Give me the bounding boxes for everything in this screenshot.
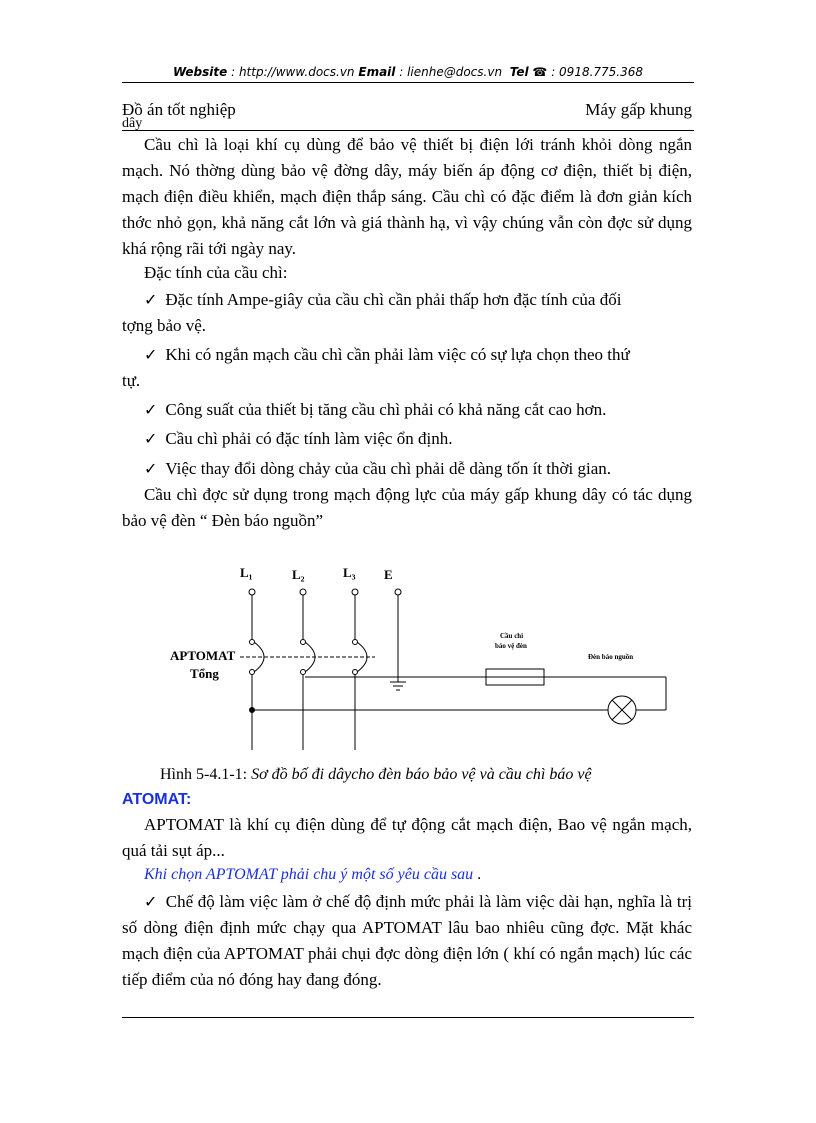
label-l2: L₂	[292, 567, 305, 582]
feature-1-cont: tợng bảo vệ.	[122, 316, 207, 335]
feature-4	[122, 426, 692, 452]
label-e: E	[384, 567, 393, 582]
website-label: Website	[172, 65, 228, 79]
requirement-title	[144, 862, 714, 888]
doc-title-left: Đồ án tốt nghiệp	[122, 100, 236, 119]
label-l3: L₃	[343, 565, 356, 580]
phone-icon: ☎	[532, 65, 548, 79]
caption-text: Sơ đồ bố đi dâycho đèn báo bảo vệ và cầu chì báo vệ	[251, 766, 592, 783]
check-icon: ✓	[144, 400, 158, 419]
feature-2	[122, 342, 692, 368]
requirement-title-text: Khi chọn APTOMAT phải chu ý một số yêu cầu sau	[144, 866, 474, 883]
feature-1	[122, 287, 692, 313]
email-label: Email	[358, 65, 396, 79]
feature-2-cont: tự.	[122, 371, 141, 390]
feature-text: Việc thay đổi dòng chảy của cầu chì phải dễ dàng tốn ít thời gian.	[165, 459, 611, 478]
title-rule	[122, 130, 694, 131]
doc-title-left-wrap: dây	[122, 116, 143, 131]
site-header: Website : http://www.docs.vn Email : lienhe@docs.vn Tel ☎ : 0918.775.368	[172, 65, 644, 79]
feature-text: Khi có ngắn mạch cầu chì cần phải làm việc có sự lựa chọn theo thứ	[165, 345, 630, 364]
caption-prefix: Hình 5-4.1-1:	[160, 766, 248, 783]
header-rule	[122, 82, 694, 83]
fuse-label-2: bảo vệ đèn	[495, 642, 527, 650]
features-title: Đặc tính của cầu chì:	[144, 263, 288, 282]
terminal-l1	[249, 589, 255, 595]
requirement-title-end: .	[477, 866, 482, 883]
check-icon: ✓	[144, 345, 158, 364]
wiring-diagram	[160, 560, 690, 760]
website-value[interactable]: http://www.docs.vn	[238, 65, 355, 79]
aptomat-paragraph: APTOMAT là khí cụ điện dùng để tự động cắt mạch điện, Bao vệ ngắn mạch, quá tải sụt áp...	[122, 815, 692, 860]
fuse-label-1: Cầu chì	[500, 632, 524, 640]
tel-label: Tel	[509, 65, 529, 79]
feature-text: Cầu chì phải có đặc tính làm việc ổn định.	[165, 429, 453, 448]
feature-3	[122, 397, 692, 423]
feature-5	[122, 456, 692, 482]
check-icon: ✓	[144, 429, 158, 448]
section-title: ATOMAT:	[122, 791, 192, 808]
doc-title-right: Máy gấp khung	[585, 100, 692, 119]
feature-text: Công suất của thiết bị tăng cầu chì phải có khả năng cắt cao hơn.	[165, 400, 607, 419]
check-icon: ✓	[144, 892, 158, 911]
footer-rule	[122, 1017, 694, 1018]
requirement-1-text: Chế độ làm việc làm ở chế độ định mức phải là làm việc dài hạn, nghĩa là trị số dòng điện định mức chạy qua APTOMAT lâu bao nhiêu cũng đợc. Mặt khác mạch điện của APTOMAT phải chụi đợc dòng điện lớn ( khí có ngắn mạch) lúc các tiếp điểm của nó đóng hay đang đóng.	[122, 892, 693, 989]
label-l1: L₁	[240, 565, 253, 580]
check-icon: ✓	[144, 290, 158, 309]
lamp-label: Đèn báo nguồn	[588, 653, 634, 661]
requirement-1	[122, 889, 692, 993]
terminal-e	[395, 589, 401, 595]
terminal-l3	[352, 589, 358, 595]
breaker-sub: Tổng	[190, 666, 219, 681]
email-value[interactable]: lienhe@docs.vn	[407, 65, 503, 79]
breaker-label: APTOMAT	[170, 648, 236, 663]
tel-value: 0918.775.368	[559, 65, 644, 79]
check-icon: ✓	[144, 459, 158, 478]
use-paragraph: Cầu chì đợc sử dụng trong mạch động lực của máy gấp khung dây có tác dụng bảo vệ đèn “ Đèn báo nguồn”	[122, 485, 692, 530]
figure-caption	[160, 762, 730, 788]
feature-text: Đặc tính Ampe-giây của cầu chì cần phải thấp hơn đặc tính của đối	[165, 290, 622, 309]
terminal-l2	[300, 589, 306, 595]
intro-paragraph: Cầu chì là loại khí cụ dùng để bảo vệ thiết bị điện lới tránh khỏi dòng ngắn mạch. Nó thờng dùng bảo vệ đờng dây, máy biến áp động cơ điện, thiết bị điện, mạch điện điều khiển, mạch điện thắp sáng. Cầu chì có đặc điểm là đơn giản kích thớc nhỏ gọn, khả năng cắt lớn và giá thành hạ, vì vậy chúng vẫn còn đợc sử dụng khá rộng rãi tới ngày nay.	[122, 135, 692, 258]
